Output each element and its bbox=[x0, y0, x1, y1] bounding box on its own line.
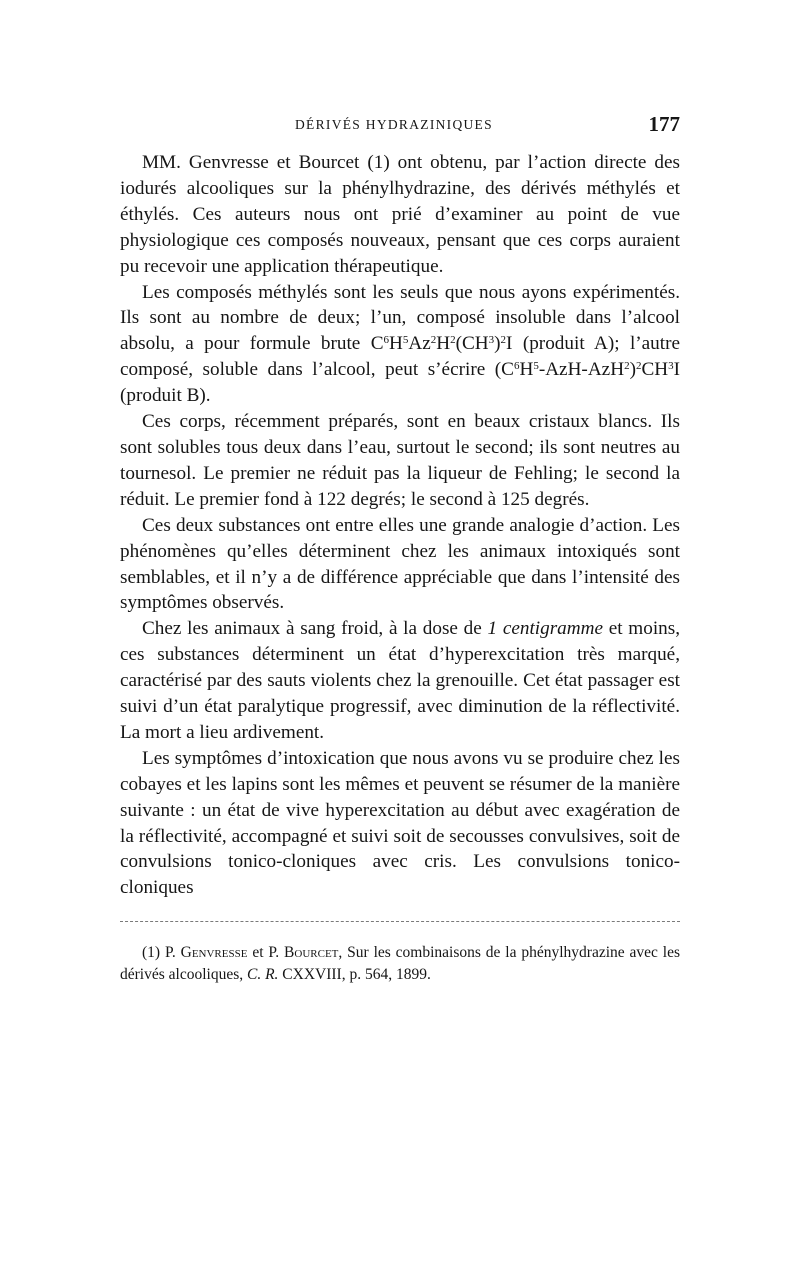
footnote-author-1: P. Genvresse bbox=[164, 944, 248, 962]
footnote-divider bbox=[120, 921, 680, 922]
footnote-author-2: P. Bourcet, bbox=[268, 944, 343, 962]
paragraph-4: Ces deux substances ont entre elles une grande analogie d’action. Les phénomènes qu’elles déterminent chez les animaux intoxiqués sont semblables, et il n’y a de différence appréciable que dans l’intensité des symptômes observés. bbox=[120, 514, 680, 614]
page-number: 177 bbox=[648, 112, 680, 136]
footnote bbox=[120, 942, 680, 986]
paragraph-2 bbox=[120, 280, 680, 410]
running-title: DÉRIVÉS HYDRAZINIQUES bbox=[295, 117, 493, 132]
p2-end: (produit B). bbox=[120, 385, 211, 407]
paragraph-5 bbox=[120, 616, 680, 746]
p2-intro: Les composés méthylés sont les seuls que nous ayons expérimentés. Ils sont au nombre de deux; l’un, composé insoluble dans l’alcool absolu, a pour formule brute bbox=[120, 281, 680, 355]
footnote-journal: C. R. bbox=[246, 966, 279, 984]
formula-product-a: $C^6H^5Az^2H^2(CH^3)^2I$ bbox=[370, 333, 513, 355]
dose-italic: 1 centigramme bbox=[487, 618, 603, 640]
page-header bbox=[120, 112, 680, 142]
paragraph-1: MM. Genvresse et Bourcet (1) ont obtenu, par l’action directe des iodurés alcooliques sur la phénylhydrazine, des dérivés méthylés et éthylés. Ces auteurs nous ont prié d’examiner au point de vue physiologique ces composés nouveaux, pensant que ces corps auraient pu recevoir une application thérapeutique. bbox=[120, 152, 680, 277]
p5-before: Chez les animaux à sang froid, à la dose de bbox=[142, 618, 482, 640]
footnote-reference: CXXVIII, p. 564, 1899. bbox=[282, 966, 431, 984]
footnote-conjunction: et bbox=[252, 944, 264, 962]
p2-mid: (produit A); l’autre composé, soluble dans l’alcool, peut s’écrire bbox=[120, 333, 681, 381]
formula-product-b: $(C^6H^5-AzH-AzH^2)^2CH^3I$ bbox=[494, 359, 680, 381]
p5-after: et moins, ces substances déterminent un état d’hyperexcitation très marqué, caractérisé par des sauts violents chez la grenouille. Cet état passager est suivi d’un état paralytique progressif, avec diminution de la réflectivité. La mort a lieu ardivement. bbox=[120, 618, 681, 743]
footnote-title: Sur les combinaisons de la phénylhydrazine avec les dérivés alcooliques, bbox=[120, 944, 681, 984]
paragraph-6: Les symptômes d’intoxication que nous avons vu se produire chez les cobayes et les lapins sont les mêmes et peuvent se résumer de la manière suivante : un état de vive hyperexcitation au début avec exagération de la réflectivité, accompagné et suivi soit de secousses convulsives, soit de convulsions tonico-cloniques avec cris. Les convulsions tonico-cloniques bbox=[120, 747, 680, 899]
body-text bbox=[120, 150, 680, 901]
footnote-marker: (1) bbox=[142, 944, 161, 962]
book-page bbox=[120, 112, 680, 986]
paragraph-3: Ces corps, récemment préparés, sont en beaux cristaux blancs. Ils sont solubles tous deux dans l’eau, surtout le second; ils sont neutres au tournesol. Le premier ne réduit pas la liqueur de Fehling; le second la réduit. Le premier fond à 122 degrés; le second à 125 degrés. bbox=[120, 411, 680, 510]
